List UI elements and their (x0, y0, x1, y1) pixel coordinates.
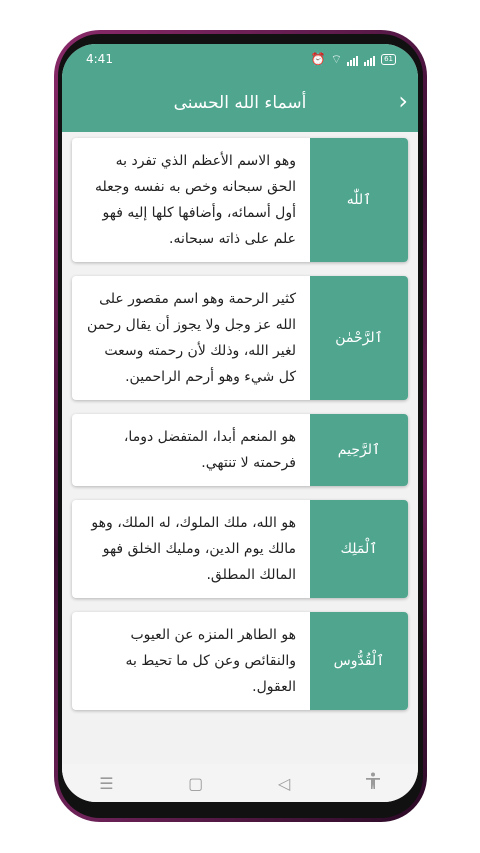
app-header (62, 74, 418, 132)
wifi-icon: ⌔ (330, 51, 343, 66)
home-icon[interactable]: ▢ (188, 773, 204, 793)
names-list (62, 132, 418, 764)
status-bar (62, 44, 418, 74)
name-card[interactable] (72, 500, 408, 598)
app-screen (62, 44, 418, 802)
divine-name-label: ٱلْمَلِك (310, 500, 408, 598)
divine-name-label: ٱلْقُدُّوس (310, 612, 408, 710)
name-card[interactable] (72, 414, 408, 486)
alarm-icon: ⏰ (310, 52, 326, 66)
back-icon[interactable]: ◁ (277, 773, 291, 793)
name-card[interactable] (72, 276, 408, 400)
name-description: هو المنعم أبدا، المتفضل دوما، فرحمته لا تنتهي. (123, 429, 296, 471)
page-title: أسماء الله الحسنى (173, 93, 307, 113)
signal-icon (347, 52, 359, 66)
name-description: كثير الرحمة وهو اسم مقصور على الله عز وجل ولا يجوز أن يقال رحمن لغير الله، وذلك لأن رحمته وسعت كل شيء وهو أرحم الراحمين. (87, 291, 296, 385)
name-description: هو الله، ملك الملوك، له الملك، وهو مالك يوم الدين، ومليك الخلق فهو المالك المطلق. (91, 515, 296, 583)
battery-icon: 61 (381, 54, 396, 65)
divine-name-label: ٱلرَّحْمٰن (310, 276, 408, 400)
chevron-right-icon[interactable]: › (398, 87, 408, 115)
status-time: 4:41 (86, 52, 113, 66)
signal-icon-2 (364, 52, 376, 66)
divine-name-label: ٱلرَّحِيم (310, 414, 408, 486)
menu-icon[interactable]: ☰ (99, 773, 114, 793)
name-description: هو الطاهر المنزه عن العيوب والنقائص وعن كل ما تحيط به العقول. (125, 627, 296, 695)
status-icons (311, 52, 396, 67)
divine-name-label: ٱللّٰه (310, 138, 408, 262)
name-card[interactable] (72, 138, 408, 262)
name-description: وهو الاسم الأعظم الذي تفرد به الحق سبحانه وخص به نفسه وجعله أول أسمائه، وأضافها كلها إليه فهو علم على ذاته سبحانه. (94, 153, 296, 247)
name-card[interactable] (72, 612, 408, 710)
accessibility-icon[interactable] (365, 772, 381, 794)
system-nav-bar (62, 764, 418, 802)
